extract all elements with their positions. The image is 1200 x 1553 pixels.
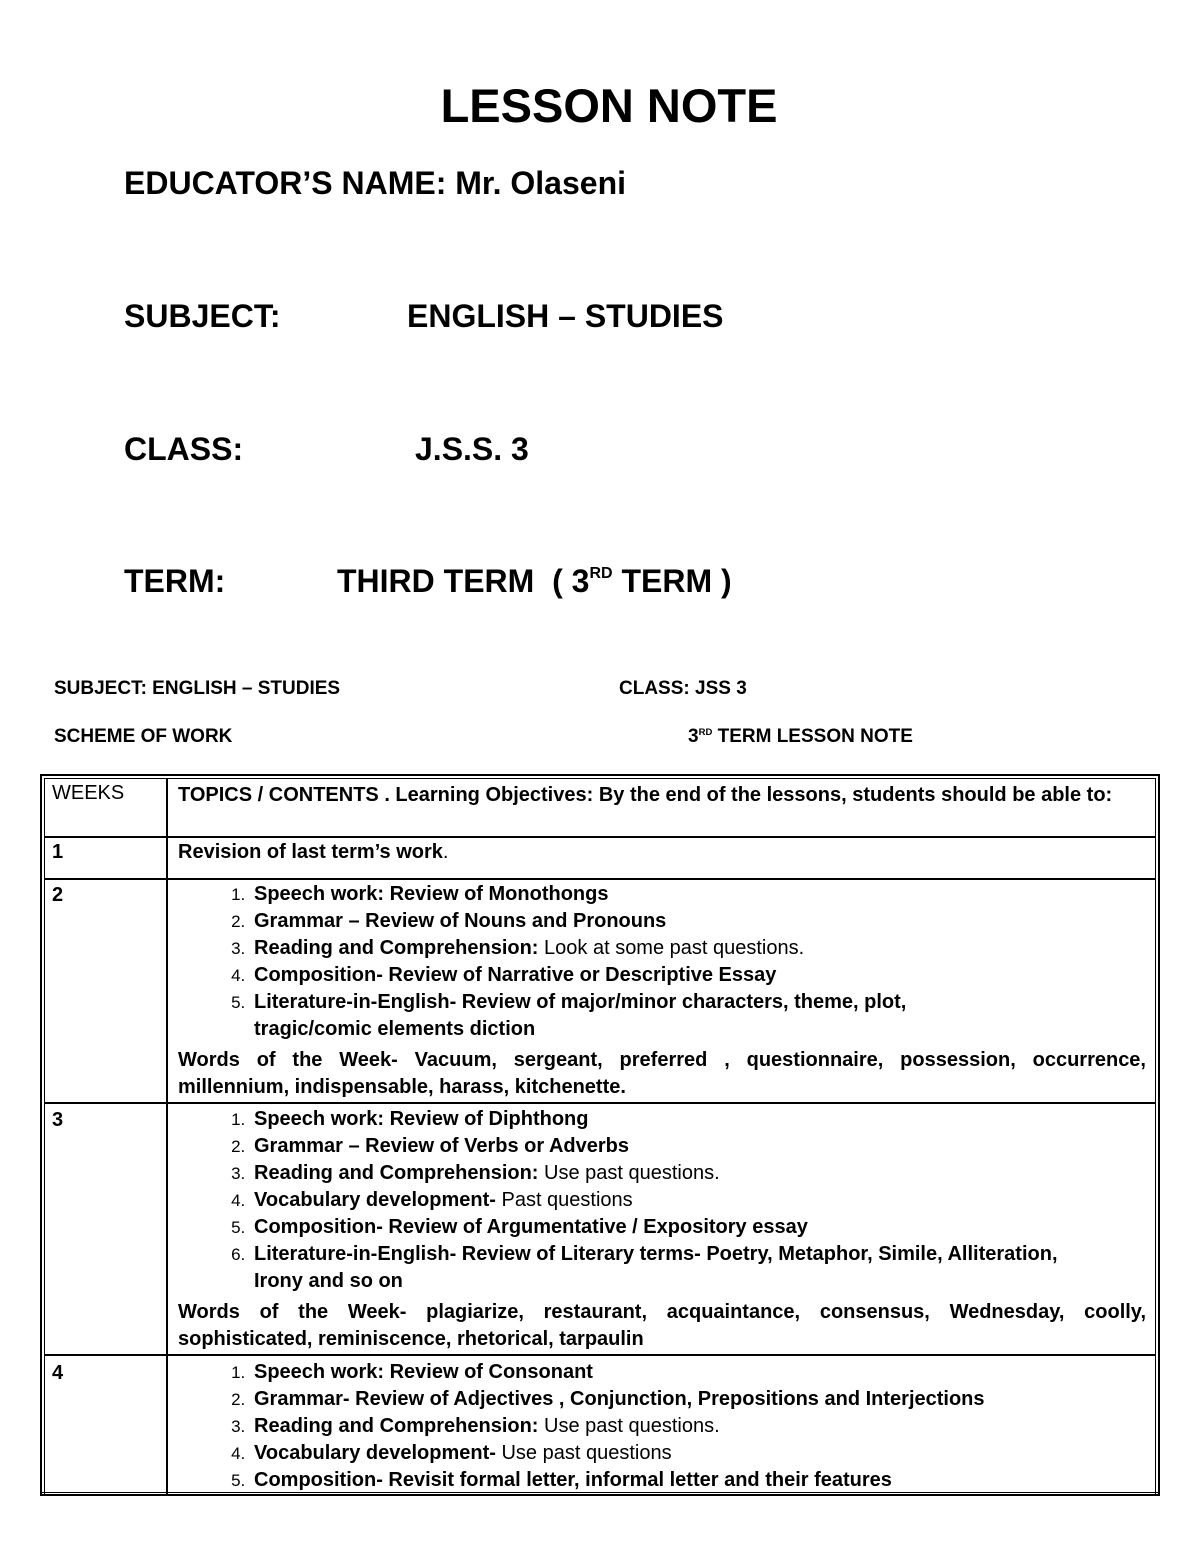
row-divider-week1 xyxy=(44,878,1156,880)
week-3-words: Words of the Week- plagiarize, restaurant, acquaintance, consensus, Wednesday, coolly, sophisticated, reminiscence, rhetorical, tarpaulin xyxy=(178,1301,1146,1350)
educator-row xyxy=(124,165,626,202)
term-row xyxy=(124,563,824,600)
header-weeks: WEEKS xyxy=(52,782,125,804)
term-label: TERM: xyxy=(124,563,226,599)
week-3-list xyxy=(178,1106,1146,1295)
list-item: 3. Reading and Comprehension: Look at some past questions. xyxy=(250,935,1146,962)
subject-value: ENGLISH – STUDIES xyxy=(407,298,724,334)
week-2-words: Words of the Week- Vacuum, sergeant, preferred , questionnaire, possession, occurrence, millennium, indispensable, harass, kitchenette. xyxy=(178,1049,1146,1098)
column-divider xyxy=(166,778,168,1494)
row-divider-week3 xyxy=(44,1354,1156,1356)
week-3-content xyxy=(178,1106,1146,1353)
list-item: 4. Vocabulary development- Use past questions xyxy=(250,1440,1146,1467)
week-3-number: 3 xyxy=(52,1109,64,1131)
week-2-content xyxy=(178,881,1146,1101)
list-item: 2. Grammar – Review of Verbs or Adverbs xyxy=(250,1133,1146,1160)
educator-label: EDUCATOR’S NAME: xyxy=(124,165,447,201)
week-1-text: Revision of last term’s work xyxy=(178,841,443,863)
row-divider-header xyxy=(44,836,1156,838)
class-label: CLASS: xyxy=(124,431,244,467)
educator-value: Mr. Olaseni xyxy=(455,165,626,201)
meta-class: CLASS: JSS 3 xyxy=(619,678,747,699)
list-item: 4. Vocabulary development- Past questions xyxy=(250,1187,1146,1214)
scheme-table xyxy=(40,774,1160,1496)
list-item: 4. Composition- Review of Narrative or Descriptive Essay xyxy=(250,962,1146,989)
term-value-pre: THIRD TERM ( 3 xyxy=(337,563,590,599)
week-2-list xyxy=(178,881,1146,1043)
list-item: 5. Composition- Revisit formal letter, informal letter and their features xyxy=(250,1467,1146,1494)
list-item: 5. Composition- Review of Argumentative / Expository essay xyxy=(250,1214,1146,1241)
page-title: LESSON NOTE xyxy=(440,79,778,132)
term-value-sup: RD xyxy=(589,564,613,582)
list-item: 2. Grammar – Review of Nouns and Pronouns xyxy=(250,908,1146,935)
meta-term-post: TERM LESSON NOTE xyxy=(712,726,913,747)
week-4-number: 4 xyxy=(52,1362,64,1384)
meta-term-pre: 3 xyxy=(688,726,699,747)
list-item: 1. Speech work: Review of Monothongs xyxy=(250,881,1146,908)
term-value-post: TERM ) xyxy=(612,563,732,599)
week-1-content xyxy=(178,839,1146,866)
list-item: 3. Reading and Comprehension: Use past questions. xyxy=(250,1160,1146,1187)
week-2-number: 2 xyxy=(52,884,64,906)
week-4-content xyxy=(178,1359,1146,1494)
class-row xyxy=(124,431,824,468)
week-1-period: . xyxy=(442,841,449,863)
list-item: 6. Literature-in-English- Review of Literary terms- Poetry, Metaphor, Simile, Alliteration, Irony and so on xyxy=(250,1241,1146,1295)
meta-subject: SUBJECT: ENGLISH – STUDIES xyxy=(54,678,341,699)
list-item: 1. Speech work: Review of Diphthong xyxy=(250,1106,1146,1133)
term-value xyxy=(337,563,732,600)
list-item: 1. Speech work: Review of Consonant xyxy=(250,1359,1146,1386)
list-item: 5. Literature-in-English- Review of major/minor characters, theme, plot, tragic/comic elements diction xyxy=(250,989,1146,1043)
meta-term-sup: RD xyxy=(698,726,713,738)
meta-scheme: SCHEME OF WORK xyxy=(54,726,233,747)
list-item: 3. Reading and Comprehension: Use past questions. xyxy=(250,1413,1146,1440)
subject-label: SUBJECT: xyxy=(124,298,281,334)
week-4-list xyxy=(178,1359,1146,1494)
subject-row xyxy=(124,298,824,335)
week-1-number: 1 xyxy=(52,841,64,863)
row-divider-week2 xyxy=(44,1102,1156,1104)
header-topics: TOPICS / CONTENTS . Learning Objectives: By the end of the lessons, students should be able to: xyxy=(178,784,1113,806)
meta-term xyxy=(688,726,913,748)
class-value: J.S.S. 3 xyxy=(415,431,529,467)
list-item: 2. Grammar- Review of Adjectives , Conjunction, Prepositions and Interjections xyxy=(250,1386,1146,1413)
